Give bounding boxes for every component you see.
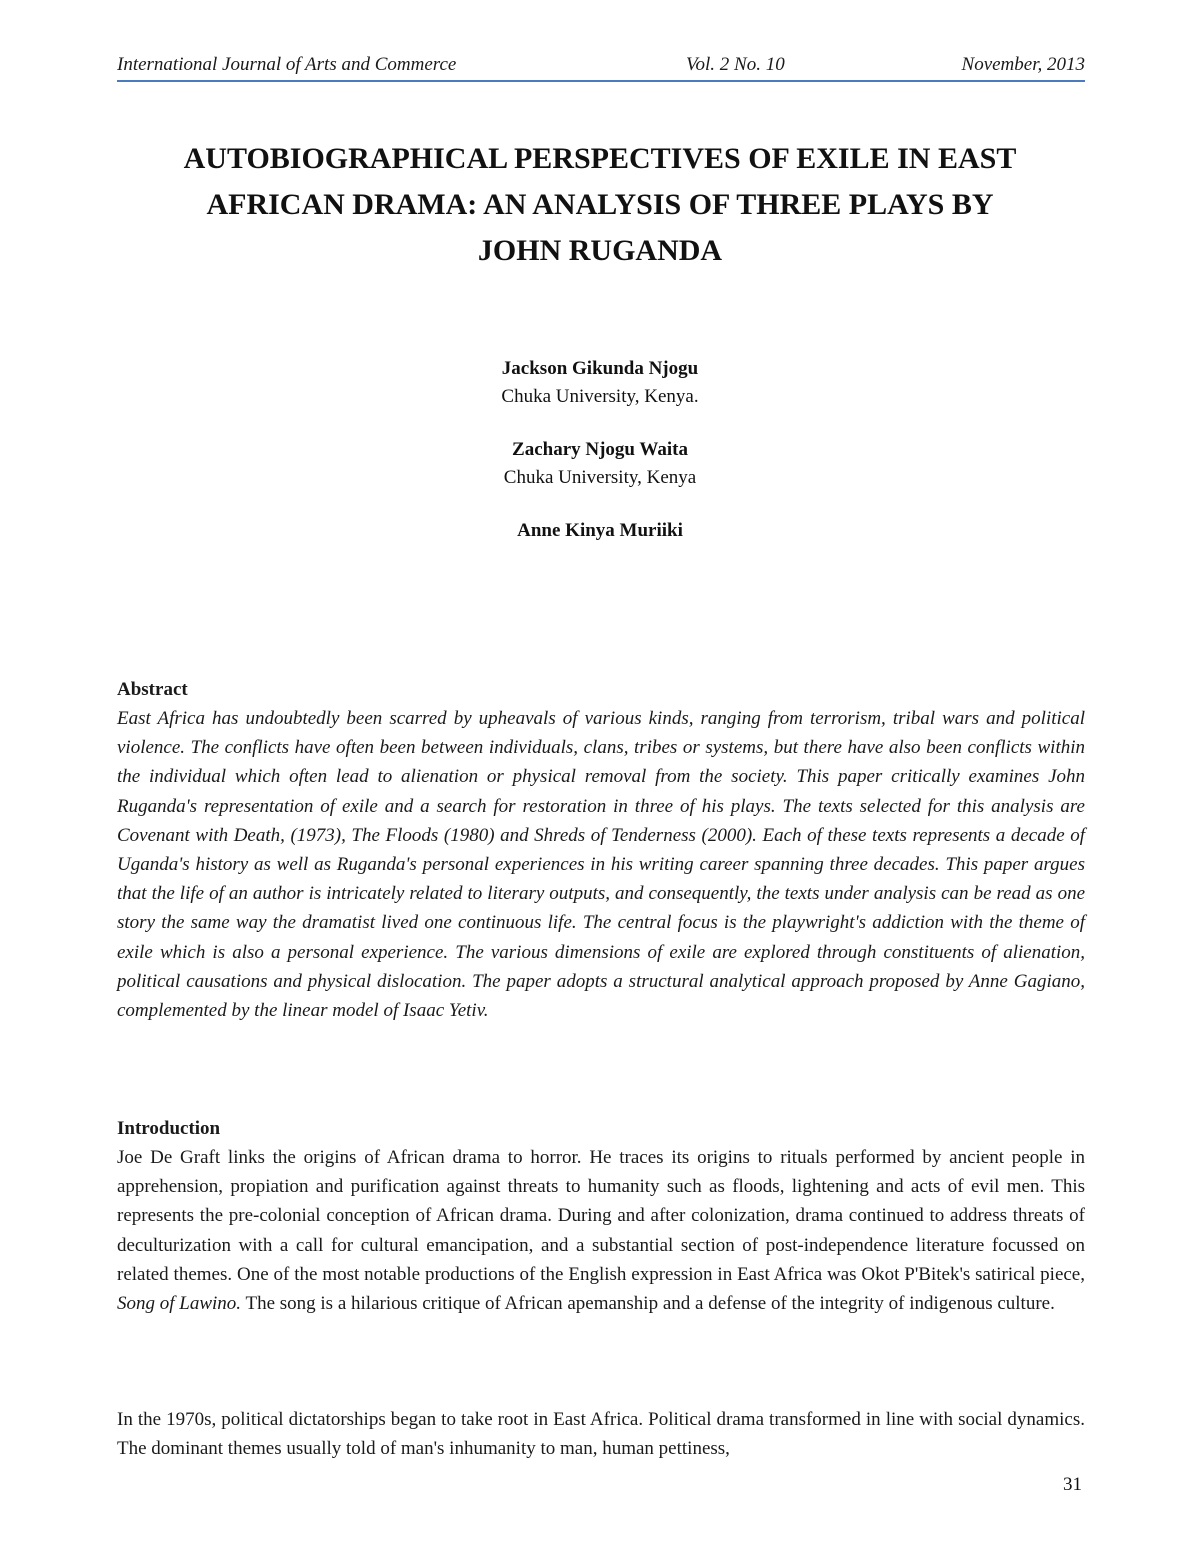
song-of-lawino-title: Song of Lawino.: [117, 1293, 242, 1315]
intro-text-end: The song is a hilarious critique of African apemanship and a defense of the integrity of indigenous culture.: [241, 1293, 1055, 1315]
introduction-paragraph: [117, 1143, 1085, 1318]
author-name: Anne Kinya Muriiki: [517, 520, 683, 541]
introduction-section: [117, 1114, 1085, 1318]
journal-name: International Journal of Arts and Commerce: [117, 54, 457, 75]
author-affiliation: Chuka University, Kenya: [503, 467, 697, 488]
volume-number: Vol. 2 No. 10: [686, 54, 785, 75]
introduction-heading: Introduction: [117, 1118, 221, 1139]
paragraph-text: In the 1970s, political dictatorships began to take root in East Africa. Political drama transformed in line with social dynamics. The dominant themes usually told of man's inhumanity to man, human pettiness,: [117, 1409, 1085, 1460]
author-block: [300, 355, 900, 411]
abstract-heading: Abstract: [117, 679, 188, 700]
author-list: [300, 355, 900, 570]
title-line-1: AUTOBIOGRAPHICAL PERSPECTIVES OF EXILE IN EAST: [183, 142, 1017, 175]
author-name: Zachary Njogu Waita: [512, 439, 688, 460]
intro-text-start: Joe De Graft links the origins of African drama to horror. He traces its origins to rituals performed by ancient people in apprehension, propiation and purification against threats to humanity such as floods, lightening and acts of evil men. This represents the pre-colonial conception of African drama. During and after colonization, drama continued to address threats of deculturization with a call for cultural emancipation, and a substantial section of post-independence literature focussed on related themes. One of the most notable productions of the English expression in East Africa was Okot P'Bitek's satirical piece,: [117, 1147, 1085, 1285]
title-line-2: AFRICAN DRAMA: AN ANALYSIS OF THREE PLAYS BY: [206, 188, 994, 221]
author-block: [300, 436, 900, 492]
issue-date: November, 2013: [961, 54, 1085, 75]
author-affiliation: Chuka University, Kenya.: [501, 386, 699, 407]
abstract-section: [117, 675, 1085, 1025]
paper-title: [100, 136, 1100, 274]
page-number: 31: [1063, 1474, 1082, 1495]
title-line-3: JOHN RUGANDA: [477, 234, 723, 267]
running-header: [117, 54, 1085, 82]
body-paragraph: [117, 1405, 1085, 1463]
author-name: Jackson Gikunda Njogu: [501, 358, 699, 379]
author-block: [300, 517, 900, 545]
abstract-text: East Africa has undoubtedly been scarred by upheavals of various kinds, ranging from terrorism, tribal wars and political violence. The conflicts have often been between individuals, clans, tribes or systems, but there have also been conflicts within the individual which often lead to alienation or physical removal from the society. This paper critically examines John Ruganda's representation of exile and a search for restoration in three of his plays. The texts selected for this analysis are Covenant with Death, (1973), The Floods (1980) and Shreds of Tenderness (2000). Each of these texts represents a decade of Uganda's history as well as Ruganda's personal experiences in his writing career spanning three decades. This paper argues that the life of an author is intricately related to literary outputs, and consequently, the texts under analysis can be read as one story the same way the dramatist lived one continuous life. The central focus is the playwright's addiction with the theme of exile which is also a personal experience. The various dimensions of exile are explored through constituents of alienation, political causations and physical dislocation. The paper adopts a structural analytical approach proposed by Anne Gagiano, complemented by the linear model of Isaac Yetiv.: [117, 708, 1085, 1022]
